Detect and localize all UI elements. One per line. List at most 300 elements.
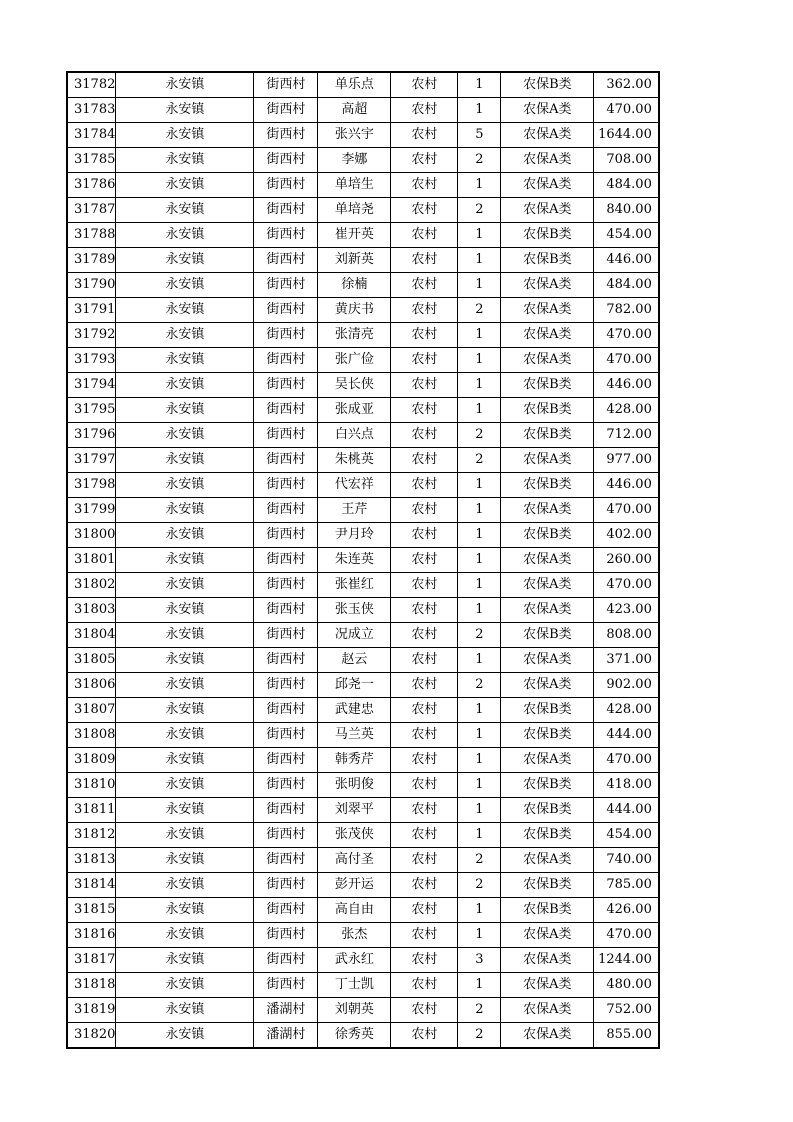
cell-type: 农村	[391, 423, 458, 448]
cell-id: 31802	[67, 573, 116, 598]
cell-amount: 902.00	[594, 673, 659, 698]
table-row	[67, 72, 659, 98]
table-body	[67, 72, 659, 1048]
table-row	[67, 198, 659, 223]
cell-type: 农村	[391, 548, 458, 573]
table-row	[67, 248, 659, 273]
cell-type: 农村	[391, 448, 458, 473]
cell-category: 农保B类	[501, 623, 594, 648]
cell-category: 农保B类	[501, 248, 594, 273]
cell-name: 张茂侠	[318, 823, 391, 848]
cell-id: 31816	[67, 923, 116, 948]
cell-village: 街西村	[254, 348, 318, 373]
cell-type: 农村	[391, 323, 458, 348]
cell-count: 1	[458, 248, 501, 273]
cell-town: 永安镇	[116, 823, 254, 848]
cell-type: 农村	[391, 123, 458, 148]
cell-count: 2	[458, 623, 501, 648]
cell-type: 农村	[391, 348, 458, 373]
cell-count: 1	[458, 748, 501, 773]
cell-type: 农村	[391, 848, 458, 873]
cell-category: 农保A类	[501, 98, 594, 123]
cell-count: 2	[458, 848, 501, 873]
cell-id: 31810	[67, 773, 116, 798]
cell-type: 农村	[391, 98, 458, 123]
cell-amount: 470.00	[594, 348, 659, 373]
cell-type: 农村	[391, 873, 458, 898]
cell-village: 街西村	[254, 698, 318, 723]
cell-id: 31801	[67, 548, 116, 573]
cell-town: 永安镇	[116, 148, 254, 173]
cell-village: 街西村	[254, 373, 318, 398]
cell-id: 31812	[67, 823, 116, 848]
cell-village: 街西村	[254, 848, 318, 873]
cell-amount: 470.00	[594, 923, 659, 948]
cell-name: 单乐点	[318, 72, 391, 98]
cell-town: 永安镇	[116, 973, 254, 998]
table-row	[67, 173, 659, 198]
cell-name: 张清亮	[318, 323, 391, 348]
cell-count: 2	[458, 198, 501, 223]
cell-category: 农保A类	[501, 673, 594, 698]
cell-count: 2	[458, 148, 501, 173]
cell-town: 永安镇	[116, 723, 254, 748]
table-row	[67, 398, 659, 423]
cell-village: 街西村	[254, 923, 318, 948]
cell-id: 31790	[67, 273, 116, 298]
table-row	[67, 273, 659, 298]
cell-town: 永安镇	[116, 698, 254, 723]
cell-name: 张玉侠	[318, 598, 391, 623]
cell-village: 街西村	[254, 323, 318, 348]
cell-id: 31785	[67, 148, 116, 173]
records-table	[66, 71, 660, 1049]
cell-id: 31799	[67, 498, 116, 523]
cell-village: 街西村	[254, 448, 318, 473]
cell-town: 永安镇	[116, 548, 254, 573]
cell-count: 2	[458, 423, 501, 448]
cell-category: 农保B类	[501, 898, 594, 923]
table-row	[67, 298, 659, 323]
cell-type: 农村	[391, 673, 458, 698]
cell-id: 31800	[67, 523, 116, 548]
cell-name: 张成亚	[318, 398, 391, 423]
table-row	[67, 448, 659, 473]
cell-name: 赵云	[318, 648, 391, 673]
cell-name: 彭开运	[318, 873, 391, 898]
cell-amount: 444.00	[594, 798, 659, 823]
cell-category: 农保B类	[501, 72, 594, 98]
cell-town: 永安镇	[116, 72, 254, 98]
cell-count: 1	[458, 723, 501, 748]
cell-count: 1	[458, 698, 501, 723]
cell-id: 31798	[67, 473, 116, 498]
cell-id: 31784	[67, 123, 116, 148]
table-row	[67, 723, 659, 748]
table-row	[67, 598, 659, 623]
cell-count: 1	[458, 823, 501, 848]
cell-village: 街西村	[254, 898, 318, 923]
cell-category: 农保A类	[501, 198, 594, 223]
cell-village: 街西村	[254, 798, 318, 823]
table-row	[67, 823, 659, 848]
cell-town: 永安镇	[116, 298, 254, 323]
cell-id: 31796	[67, 423, 116, 448]
cell-amount: 782.00	[594, 298, 659, 323]
cell-amount: 428.00	[594, 398, 659, 423]
cell-count: 1	[458, 348, 501, 373]
cell-name: 黄庆书	[318, 298, 391, 323]
cell-name: 况成立	[318, 623, 391, 648]
cell-category: 农保B类	[501, 773, 594, 798]
table-row	[67, 373, 659, 398]
cell-category: 农保A类	[501, 173, 594, 198]
cell-amount: 740.00	[594, 848, 659, 873]
cell-amount: 418.00	[594, 773, 659, 798]
cell-id: 31793	[67, 348, 116, 373]
cell-village: 街西村	[254, 98, 318, 123]
cell-id: 31788	[67, 223, 116, 248]
table-row	[67, 348, 659, 373]
cell-town: 永安镇	[116, 248, 254, 273]
cell-category: 农保A类	[501, 1023, 594, 1049]
table-row	[67, 673, 659, 698]
cell-amount: 446.00	[594, 373, 659, 398]
cell-village: 街西村	[254, 748, 318, 773]
cell-name: 张兴宇	[318, 123, 391, 148]
cell-amount: 423.00	[594, 598, 659, 623]
cell-village: 街西村	[254, 148, 318, 173]
cell-count: 1	[458, 798, 501, 823]
cell-category: 农保B类	[501, 698, 594, 723]
cell-count: 1	[458, 323, 501, 348]
cell-village: 街西村	[254, 248, 318, 273]
cell-town: 永安镇	[116, 948, 254, 973]
cell-name: 高超	[318, 98, 391, 123]
cell-type: 农村	[391, 748, 458, 773]
cell-town: 永安镇	[116, 598, 254, 623]
cell-village: 潘湖村	[254, 998, 318, 1023]
cell-town: 永安镇	[116, 748, 254, 773]
cell-amount: 808.00	[594, 623, 659, 648]
data-sheet	[66, 71, 660, 1049]
cell-count: 1	[458, 98, 501, 123]
cell-count: 1	[458, 72, 501, 98]
cell-category: 农保A类	[501, 123, 594, 148]
cell-id: 31818	[67, 973, 116, 998]
cell-category: 农保A类	[501, 298, 594, 323]
cell-count: 2	[458, 873, 501, 898]
cell-amount: 428.00	[594, 698, 659, 723]
cell-village: 街西村	[254, 523, 318, 548]
cell-amount: 444.00	[594, 723, 659, 748]
cell-village: 潘湖村	[254, 1023, 318, 1049]
cell-id: 31813	[67, 848, 116, 873]
table-row	[67, 948, 659, 973]
table-row	[67, 473, 659, 498]
cell-town: 永安镇	[116, 773, 254, 798]
cell-id: 31819	[67, 998, 116, 1023]
cell-village: 街西村	[254, 948, 318, 973]
cell-town: 永安镇	[116, 398, 254, 423]
cell-id: 31782	[67, 72, 116, 98]
cell-id: 31783	[67, 98, 116, 123]
cell-village: 街西村	[254, 123, 318, 148]
cell-name: 高自由	[318, 898, 391, 923]
cell-category: 农保B类	[501, 798, 594, 823]
cell-name: 吴长侠	[318, 373, 391, 398]
cell-id: 31795	[67, 398, 116, 423]
cell-town: 永安镇	[116, 423, 254, 448]
cell-count: 1	[458, 923, 501, 948]
cell-type: 农村	[391, 773, 458, 798]
cell-town: 永安镇	[116, 223, 254, 248]
cell-type: 农村	[391, 623, 458, 648]
cell-village: 街西村	[254, 973, 318, 998]
cell-amount: 402.00	[594, 523, 659, 548]
cell-count: 2	[458, 998, 501, 1023]
cell-town: 永安镇	[116, 198, 254, 223]
cell-amount: 470.00	[594, 323, 659, 348]
cell-category: 农保A类	[501, 998, 594, 1023]
cell-type: 农村	[391, 148, 458, 173]
cell-type: 农村	[391, 823, 458, 848]
table-row	[67, 573, 659, 598]
cell-type: 农村	[391, 723, 458, 748]
cell-town: 永安镇	[116, 848, 254, 873]
cell-village: 街西村	[254, 723, 318, 748]
cell-name: 马兰英	[318, 723, 391, 748]
cell-type: 农村	[391, 898, 458, 923]
cell-type: 农村	[391, 473, 458, 498]
cell-id: 31805	[67, 648, 116, 673]
cell-name: 张崔红	[318, 573, 391, 598]
cell-name: 邱尧一	[318, 673, 391, 698]
cell-category: 农保A类	[501, 498, 594, 523]
cell-id: 31791	[67, 298, 116, 323]
cell-type: 农村	[391, 198, 458, 223]
cell-name: 刘朝英	[318, 998, 391, 1023]
cell-id: 31815	[67, 898, 116, 923]
cell-name: 朱连英	[318, 548, 391, 573]
cell-type: 农村	[391, 1023, 458, 1049]
cell-amount: 454.00	[594, 223, 659, 248]
cell-category: 农保A类	[501, 848, 594, 873]
cell-type: 农村	[391, 273, 458, 298]
cell-id: 31803	[67, 598, 116, 623]
cell-village: 街西村	[254, 298, 318, 323]
cell-town: 永安镇	[116, 873, 254, 898]
table-row	[67, 798, 659, 823]
cell-id: 31814	[67, 873, 116, 898]
cell-village: 街西村	[254, 498, 318, 523]
cell-id: 31809	[67, 748, 116, 773]
cell-category: 农保A类	[501, 598, 594, 623]
table-row	[67, 323, 659, 348]
cell-name: 代宏祥	[318, 473, 391, 498]
cell-id: 31808	[67, 723, 116, 748]
cell-amount: 712.00	[594, 423, 659, 448]
cell-amount: 362.00	[594, 72, 659, 98]
cell-count: 1	[458, 598, 501, 623]
cell-amount: 426.00	[594, 898, 659, 923]
cell-town: 永安镇	[116, 173, 254, 198]
cell-id: 31806	[67, 673, 116, 698]
cell-amount: 840.00	[594, 198, 659, 223]
cell-name: 崔开英	[318, 223, 391, 248]
table-row	[67, 973, 659, 998]
cell-town: 永安镇	[116, 498, 254, 523]
cell-town: 永安镇	[116, 373, 254, 398]
cell-amount: 484.00	[594, 273, 659, 298]
cell-category: 农保A类	[501, 573, 594, 598]
cell-name: 刘翠平	[318, 798, 391, 823]
cell-amount: 708.00	[594, 148, 659, 173]
cell-name: 单培生	[318, 173, 391, 198]
table-row	[67, 773, 659, 798]
cell-name: 李娜	[318, 148, 391, 173]
cell-amount: 470.00	[594, 98, 659, 123]
cell-name: 丁士凯	[318, 973, 391, 998]
cell-amount: 470.00	[594, 573, 659, 598]
table-row	[67, 548, 659, 573]
cell-count: 1	[458, 498, 501, 523]
cell-amount: 752.00	[594, 998, 659, 1023]
cell-type: 农村	[391, 523, 458, 548]
cell-type: 农村	[391, 598, 458, 623]
cell-name: 刘新英	[318, 248, 391, 273]
cell-category: 农保B类	[501, 523, 594, 548]
cell-town: 永安镇	[116, 798, 254, 823]
cell-type: 农村	[391, 798, 458, 823]
cell-id: 31807	[67, 698, 116, 723]
cell-name: 徐楠	[318, 273, 391, 298]
cell-category: 农保B类	[501, 473, 594, 498]
cell-name: 张广俭	[318, 348, 391, 373]
cell-type: 农村	[391, 973, 458, 998]
cell-town: 永安镇	[116, 623, 254, 648]
cell-name: 武永红	[318, 948, 391, 973]
cell-type: 农村	[391, 923, 458, 948]
cell-town: 永安镇	[116, 898, 254, 923]
cell-village: 街西村	[254, 823, 318, 848]
cell-amount: 1644.00	[594, 123, 659, 148]
cell-type: 农村	[391, 648, 458, 673]
table-row	[67, 223, 659, 248]
cell-type: 农村	[391, 373, 458, 398]
cell-count: 5	[458, 123, 501, 148]
cell-amount: 470.00	[594, 748, 659, 773]
cell-type: 农村	[391, 72, 458, 98]
table-row	[67, 873, 659, 898]
cell-type: 农村	[391, 248, 458, 273]
cell-village: 街西村	[254, 573, 318, 598]
cell-village: 街西村	[254, 223, 318, 248]
cell-town: 永安镇	[116, 98, 254, 123]
cell-name: 武建忠	[318, 698, 391, 723]
cell-type: 农村	[391, 573, 458, 598]
cell-count: 3	[458, 948, 501, 973]
cell-town: 永安镇	[116, 648, 254, 673]
cell-category: 农保B类	[501, 423, 594, 448]
cell-category: 农保A类	[501, 923, 594, 948]
cell-amount: 446.00	[594, 248, 659, 273]
cell-town: 永安镇	[116, 348, 254, 373]
table-row	[67, 423, 659, 448]
cell-category: 农保B类	[501, 873, 594, 898]
cell-amount: 977.00	[594, 448, 659, 473]
cell-type: 农村	[391, 298, 458, 323]
cell-category: 农保A类	[501, 148, 594, 173]
cell-name: 朱桃英	[318, 448, 391, 473]
cell-town: 永安镇	[116, 1023, 254, 1049]
cell-count: 1	[458, 473, 501, 498]
cell-count: 1	[458, 173, 501, 198]
table-row	[67, 923, 659, 948]
table-row	[67, 523, 659, 548]
table-row	[67, 98, 659, 123]
cell-count: 1	[458, 223, 501, 248]
cell-category: 农保A类	[501, 448, 594, 473]
cell-id: 31794	[67, 373, 116, 398]
cell-type: 农村	[391, 398, 458, 423]
cell-id: 31786	[67, 173, 116, 198]
cell-name: 尹月玲	[318, 523, 391, 548]
cell-village: 街西村	[254, 623, 318, 648]
cell-category: 农保A类	[501, 973, 594, 998]
cell-name: 高付圣	[318, 848, 391, 873]
cell-category: 农保B类	[501, 823, 594, 848]
cell-name: 徐秀英	[318, 1023, 391, 1049]
cell-id: 31811	[67, 798, 116, 823]
cell-amount: 470.00	[594, 498, 659, 523]
cell-village: 街西村	[254, 548, 318, 573]
cell-village: 街西村	[254, 873, 318, 898]
cell-type: 农村	[391, 698, 458, 723]
cell-id: 31817	[67, 948, 116, 973]
cell-town: 永安镇	[116, 323, 254, 348]
cell-village: 街西村	[254, 398, 318, 423]
cell-town: 永安镇	[116, 473, 254, 498]
cell-village: 街西村	[254, 173, 318, 198]
cell-name: 张杰	[318, 923, 391, 948]
cell-name: 单培尧	[318, 198, 391, 223]
cell-town: 永安镇	[116, 998, 254, 1023]
cell-count: 1	[458, 973, 501, 998]
table-row	[67, 998, 659, 1023]
cell-amount: 454.00	[594, 823, 659, 848]
table-row	[67, 498, 659, 523]
cell-id: 31789	[67, 248, 116, 273]
table-row	[67, 698, 659, 723]
cell-id: 31787	[67, 198, 116, 223]
cell-town: 永安镇	[116, 273, 254, 298]
cell-name: 韩秀芹	[318, 748, 391, 773]
table-row	[67, 148, 659, 173]
cell-village: 街西村	[254, 423, 318, 448]
table-row	[67, 623, 659, 648]
cell-village: 街西村	[254, 598, 318, 623]
cell-town: 永安镇	[116, 523, 254, 548]
cell-count: 1	[458, 648, 501, 673]
cell-amount: 260.00	[594, 548, 659, 573]
cell-count: 2	[458, 673, 501, 698]
cell-count: 2	[458, 1023, 501, 1049]
cell-count: 1	[458, 898, 501, 923]
table-row	[67, 898, 659, 923]
cell-village: 街西村	[254, 273, 318, 298]
cell-id: 31804	[67, 623, 116, 648]
